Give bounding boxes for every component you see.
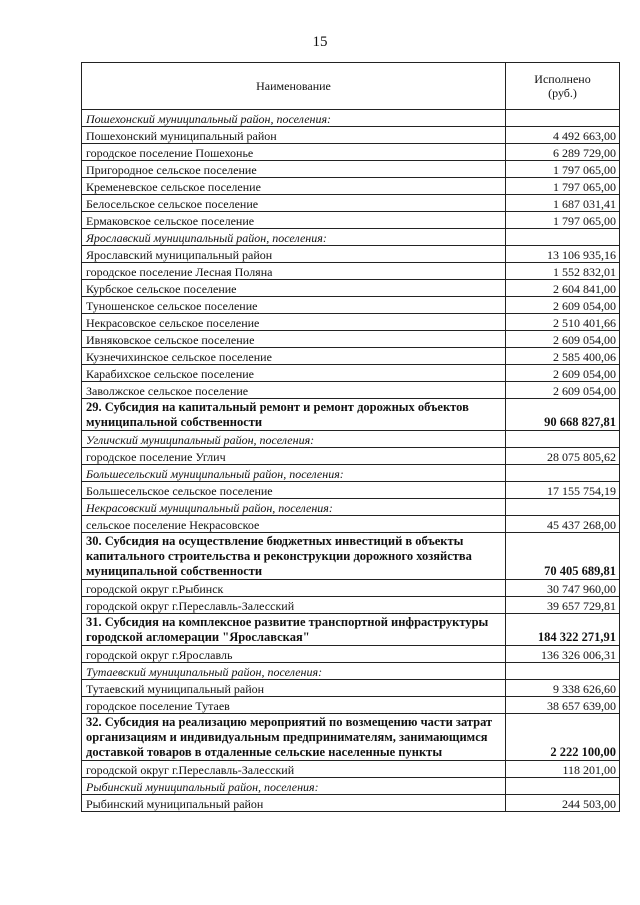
- row-name: Ивняковское сельское поселение: [82, 331, 506, 348]
- row-name: Ярославский муниципальный район, поселения:: [82, 229, 506, 246]
- row-name: городское поселение Пошехонье: [82, 144, 506, 161]
- row-amount: 17 155 754,19: [506, 482, 620, 499]
- row-amount: [506, 229, 620, 246]
- table-row: [82, 761, 620, 778]
- row-name: Рыбинский муниципальный район, поселения:: [82, 778, 506, 795]
- section-row: [82, 714, 620, 761]
- row-amount: 2 222 100,00: [506, 714, 620, 761]
- row-name: Большесельское сельское поселение: [82, 482, 506, 499]
- table-row: [82, 597, 620, 614]
- budget-table: [81, 62, 620, 812]
- page-number: 15: [312, 34, 328, 50]
- row-amount: 2 604 841,00: [506, 280, 620, 297]
- table-row: [82, 161, 620, 178]
- row-amount: [506, 465, 620, 482]
- row-amount: 1 797 065,00: [506, 178, 620, 195]
- table-row: [82, 144, 620, 161]
- table-row: [82, 697, 620, 714]
- row-name: Карабихское сельское поселение: [82, 365, 506, 382]
- row-amount: 30 747 960,00: [506, 580, 620, 597]
- table-header-row: [82, 63, 620, 110]
- row-amount: [506, 499, 620, 516]
- table-row: [82, 348, 620, 365]
- row-amount: 39 657 729,81: [506, 597, 620, 614]
- row-amount: 28 075 805,62: [506, 448, 620, 465]
- row-amount: 1 552 832,01: [506, 263, 620, 280]
- table-row: [82, 195, 620, 212]
- row-amount: [506, 431, 620, 448]
- row-name: 32. Субсидия на реализацию мероприятий по возмещению части затрат организациям и индивидуальным предпринимателям, занимающимся доставкой товаров в отдаленные сельские населенные пункты: [82, 714, 506, 761]
- row-name: Некрасовский муниципальный район, поселения:: [82, 499, 506, 516]
- table-row: [82, 580, 620, 597]
- row-name: Рыбинский муниципальный район: [82, 795, 506, 812]
- row-name: Курбское сельское поселение: [82, 280, 506, 297]
- row-amount: 118 201,00: [506, 761, 620, 778]
- row-amount: 1 687 031,41: [506, 195, 620, 212]
- row-amount: [506, 778, 620, 795]
- row-amount: 1 797 065,00: [506, 161, 620, 178]
- row-amount: 2 609 054,00: [506, 297, 620, 314]
- row-amount: 45 437 268,00: [506, 516, 620, 533]
- group-header-row: [82, 431, 620, 448]
- row-amount: 2 609 054,00: [506, 382, 620, 399]
- row-name: 31. Субсидия на комплексное развитие транспортной инфраструктуры городской агломерации "Ярославская": [82, 614, 506, 646]
- table-row: [82, 212, 620, 229]
- table-row: [82, 280, 620, 297]
- table-row: [82, 297, 620, 314]
- table-row: [82, 382, 620, 399]
- table-row: [82, 127, 620, 144]
- section-row: [82, 533, 620, 580]
- row-name: 29. Субсидия на капитальный ремонт и ремонт дорожных объектов муниципальной собственности: [82, 399, 506, 431]
- row-name: Некрасовское сельское поселение: [82, 314, 506, 331]
- row-amount: 2 585 400,06: [506, 348, 620, 365]
- row-name: городской округ г.Ярославль: [82, 646, 506, 663]
- table-row: [82, 246, 620, 263]
- row-name: сельское поселение Некрасовское: [82, 516, 506, 533]
- row-amount: 6 289 729,00: [506, 144, 620, 161]
- row-amount: 1 797 065,00: [506, 212, 620, 229]
- row-name: Пошехонский муниципальный район, поселения:: [82, 110, 506, 127]
- row-amount: 2 510 401,66: [506, 314, 620, 331]
- table-row: [82, 482, 620, 499]
- group-header-row: [82, 229, 620, 246]
- table-row: [82, 331, 620, 348]
- row-name: Ермаковское сельское поселение: [82, 212, 506, 229]
- table-row: [82, 448, 620, 465]
- row-amount: 70 405 689,81: [506, 533, 620, 580]
- row-name: Угличский муниципальный район, поселения:: [82, 431, 506, 448]
- row-amount: 13 106 935,16: [506, 246, 620, 263]
- row-name: Пригородное сельское поселение: [82, 161, 506, 178]
- row-amount: 9 338 626,60: [506, 680, 620, 697]
- row-amount: 2 609 054,00: [506, 331, 620, 348]
- group-header-row: [82, 778, 620, 795]
- table-row: [82, 646, 620, 663]
- section-row: [82, 614, 620, 646]
- row-amount: 136 326 006,31: [506, 646, 620, 663]
- row-amount: [506, 663, 620, 680]
- row-name: городское поселение Тутаев: [82, 697, 506, 714]
- table-row: [82, 314, 620, 331]
- row-name: Кузнечихинское сельское поселение: [82, 348, 506, 365]
- row-name: Туношенское сельское поселение: [82, 297, 506, 314]
- row-amount: 90 668 827,81: [506, 399, 620, 431]
- row-name: Ярославский муниципальный район: [82, 246, 506, 263]
- row-name: Кременевское сельское поселение: [82, 178, 506, 195]
- row-name: 30. Субсидия на осуществление бюджетных инвестиций в объекты капитального строительства и реконструкции дорожного хозяйства муниципальной собственности: [82, 533, 506, 580]
- header-amount: Исполнено (руб.): [506, 63, 620, 110]
- table-body: [82, 110, 620, 812]
- row-name: городское поселение Углич: [82, 448, 506, 465]
- table-row: [82, 263, 620, 280]
- table-row: [82, 680, 620, 697]
- header-name: Наименование: [82, 63, 506, 110]
- group-header-row: [82, 465, 620, 482]
- row-amount: 38 657 639,00: [506, 697, 620, 714]
- row-amount: 2 609 054,00: [506, 365, 620, 382]
- row-name: Белосельское сельское поселение: [82, 195, 506, 212]
- row-name: Пошехонский муниципальный район: [82, 127, 506, 144]
- row-name: Большесельский муниципальный район, поселения:: [82, 465, 506, 482]
- row-name: городской округ г.Рыбинск: [82, 580, 506, 597]
- row-name: городское поселение Лесная Поляна: [82, 263, 506, 280]
- row-amount: 184 322 271,91: [506, 614, 620, 646]
- table-row: [82, 795, 620, 812]
- group-header-row: [82, 663, 620, 680]
- row-name: городской округ г.Переславль-Залесский: [82, 761, 506, 778]
- section-row: [82, 399, 620, 431]
- row-name: Заволжское сельское поселение: [82, 382, 506, 399]
- table-row: [82, 516, 620, 533]
- table-row: [82, 365, 620, 382]
- group-header-row: [82, 110, 620, 127]
- table-row: [82, 178, 620, 195]
- row-amount: [506, 110, 620, 127]
- row-amount: 4 492 663,00: [506, 127, 620, 144]
- row-amount: 244 503,00: [506, 795, 620, 812]
- group-header-row: [82, 499, 620, 516]
- row-name: Тутаевский муниципальный район, поселения:: [82, 663, 506, 680]
- row-name: городской округ г.Переславль-Залесский: [82, 597, 506, 614]
- row-name: Тутаевский муниципальный район: [82, 680, 506, 697]
